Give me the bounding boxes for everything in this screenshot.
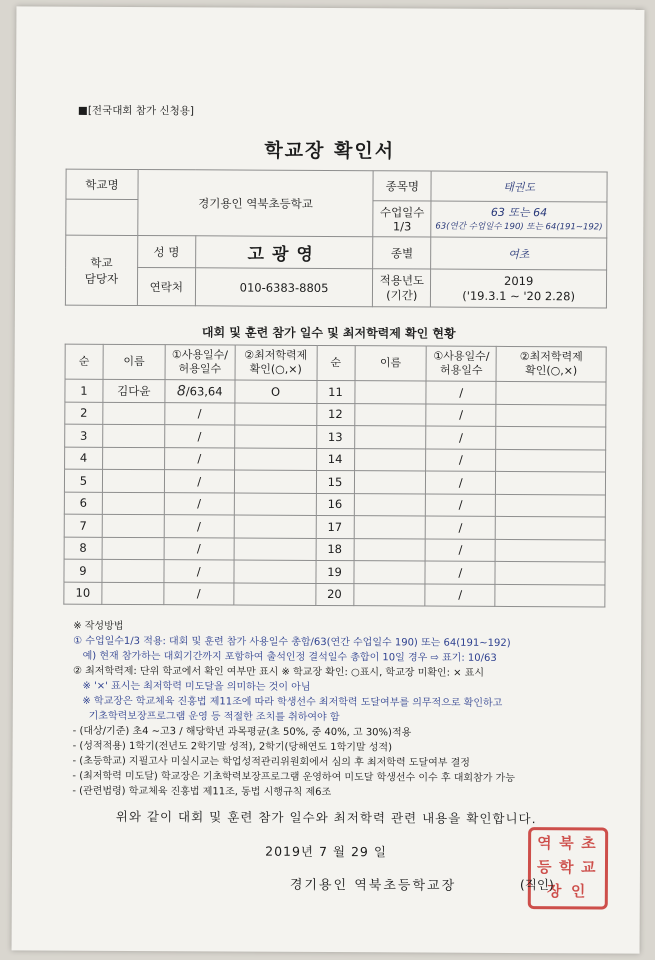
allowed-days: / <box>197 406 202 421</box>
row-name-left <box>102 537 164 560</box>
seal-char: 장 <box>546 882 562 901</box>
note-line: - (대상/기준) 초4 ~고3 / 해당학년 과목평균(초 50%, 중 40%, 고 30%)적용 <box>72 725 412 739</box>
row-name-right <box>354 538 426 561</box>
row-days-left <box>164 537 234 560</box>
row-no-left: 9 <box>64 559 102 582</box>
row-check-right <box>495 539 605 562</box>
gender-label: 종별 <box>373 237 431 269</box>
col-days-left-1: ①사용일수/ <box>171 348 228 362</box>
days-value <box>431 201 607 238</box>
row-check-left <box>234 515 316 538</box>
table-row <box>65 424 606 449</box>
year-label-1: 적용년도 <box>379 272 425 288</box>
col-academic-right-1: ②최저학력제 <box>519 350 583 364</box>
row-name-left <box>102 514 164 537</box>
row-days-right: / <box>425 584 495 607</box>
row-no-right: 17 <box>316 515 354 538</box>
event-label: 종목명 <box>373 171 431 201</box>
col-days-left <box>165 345 235 380</box>
table-row <box>65 447 606 472</box>
row-days-left <box>164 470 234 493</box>
row-no-left: 7 <box>64 514 102 537</box>
row-no-left: 10 <box>64 582 102 605</box>
row-no-right: 19 <box>316 560 354 583</box>
row-name-right <box>354 426 426 449</box>
seal-char: 역 <box>537 834 552 853</box>
row-days-left <box>164 582 234 605</box>
col-no-right: 순 <box>317 345 355 380</box>
note-line: ※ 작성방법 <box>73 620 124 632</box>
note-line: 예) 현재 참가하는 대회기간까지 포함하여 출석인정 결석일수 총합이 10일 경우 ⇨ 표기: 10/63 <box>73 650 497 664</box>
row-check-left: O <box>235 380 317 403</box>
note-line: - (최저학력 미도달) 학교장은 기초학력보장프로그램 운영하여 미도달 학생선수 이수 후 대회참가 가능 <box>72 770 515 784</box>
allowed-days: / <box>196 564 201 579</box>
row-name-right <box>354 471 426 494</box>
note-line: ① 수업일수1/3 적용: 대회 및 훈련 참가 사용일수 총합/63(연간 수업일수 190) 또는 64(191~192) <box>73 635 511 649</box>
row-no-left: 4 <box>65 447 103 470</box>
document-title: 학교장 확인서 <box>264 139 396 163</box>
contact-label: 연락처 <box>137 267 195 305</box>
seal-char: 등 <box>536 858 552 877</box>
row-name-left <box>103 402 165 425</box>
table-row <box>65 402 606 427</box>
row-check-left <box>234 425 316 448</box>
row-name-right <box>353 583 425 606</box>
col-academic-right-2: 확인(○,×) <box>525 364 578 378</box>
col-no-left: 순 <box>65 344 103 379</box>
row-name-left <box>102 582 164 605</box>
manager-name: 고광영 <box>195 236 373 269</box>
gender-value: 여초 <box>431 237 607 270</box>
event-value: 태권도 <box>431 171 607 202</box>
participants-table <box>63 344 606 608</box>
row-days-right: / <box>426 381 496 404</box>
row-no-right: 16 <box>316 493 354 516</box>
info-table <box>65 169 608 309</box>
col-academic-left-1: ②최저학력제 <box>244 348 308 362</box>
row-check-right <box>496 471 606 494</box>
row-check-left <box>234 538 316 561</box>
allowed-days: / <box>197 429 202 444</box>
note-line: - (관련법령) 학교체육 진흥법 제11조, 동법 시행규칙 제6조 <box>72 785 332 799</box>
confirmation-statement: 위와 같이 대회 및 훈련 참가 일수와 최저학력 관련 내용을 확인합니다. <box>115 808 537 827</box>
note-line: ※ '×' 표시는 최저학력 미도달을 의미하는 것이 아님 <box>72 680 311 693</box>
row-name-left <box>102 492 164 515</box>
note-line: 기초학력보장프로그램 운영 등 적절한 조치를 취하여야 함 <box>72 710 340 724</box>
table-row <box>64 492 605 517</box>
row-days-right: / <box>425 561 495 584</box>
col-days-left-2: 허용일수 <box>178 362 222 376</box>
row-no-right: 13 <box>316 425 354 448</box>
row-name-right <box>354 381 426 404</box>
table-row <box>64 514 605 539</box>
row-days-right: / <box>426 404 496 427</box>
row-no-left: 5 <box>64 469 102 492</box>
row-no-right: 18 <box>316 538 354 561</box>
row-check-right <box>496 426 606 449</box>
row-name-left <box>102 469 164 492</box>
allowed-days: / <box>197 496 202 511</box>
row-name-left <box>103 424 165 447</box>
col-academic-left <box>235 345 317 380</box>
row-check-left <box>234 470 316 493</box>
row-days-right: / <box>426 516 496 539</box>
school-label: 학교명 <box>66 169 138 199</box>
row-days-right: / <box>426 494 496 517</box>
row-name-right <box>354 448 426 471</box>
row-no-right: 20 <box>315 583 353 606</box>
row-no-right: 14 <box>316 448 354 471</box>
row-no-left: 2 <box>65 402 103 425</box>
school-value: 경기용인 역북초등학교 <box>138 170 374 237</box>
school-label-spacer <box>66 199 138 235</box>
row-no-left: 8 <box>64 537 102 560</box>
confirmation-date: 2019년 7 월 29 일 <box>265 843 387 860</box>
col-name-left: 이름 <box>103 344 165 379</box>
row-check-left <box>234 493 316 516</box>
table-row <box>64 559 605 584</box>
row-days-right: / <box>425 539 495 562</box>
section-subtitle: 대회 및 훈련 참가 일수 및 최저학력제 확인 현황 <box>201 325 456 341</box>
row-name-left <box>102 559 164 582</box>
row-no-right: 11 <box>316 380 354 403</box>
col-academic-right <box>496 346 606 382</box>
table-row <box>64 582 605 607</box>
row-no-left: 3 <box>65 424 103 447</box>
row-days-left <box>164 425 234 448</box>
row-check-left <box>234 448 316 471</box>
row-days-left <box>164 447 234 470</box>
note-line: - (초등학교) 지필고사 미실시교는 학업성적관리위원회에서 심의 후 최저학력 도달여부 결정 <box>72 755 471 769</box>
allowed-days: /63,64 <box>185 384 223 399</box>
seal-char: 인 <box>570 882 586 901</box>
instructions-notes <box>72 619 613 802</box>
row-check-right <box>496 404 606 427</box>
manager-label-1: 학교 <box>90 255 113 270</box>
days-value-2: 63(연간 수업일수 190) 또는 64(191~192) <box>435 221 603 232</box>
row-check-right <box>496 449 606 472</box>
row-days-left <box>164 560 234 583</box>
col-name-right: 이름 <box>355 346 427 381</box>
row-check-right <box>496 381 606 404</box>
table-row <box>65 379 606 404</box>
year-label <box>373 269 431 307</box>
year-label-2: (기간) <box>386 287 418 302</box>
year-value-1: 2019 <box>503 273 534 288</box>
row-no-right: 12 <box>316 403 354 426</box>
row-no-left: 1 <box>65 379 103 402</box>
row-no-right: 15 <box>316 470 354 493</box>
days-label-2: 1/3 <box>392 218 412 233</box>
seal-char: 교 <box>580 858 596 877</box>
allowed-days: / <box>197 474 202 489</box>
note-line: ※ 학교장은 학교체육 진흥법 제11조에 따라 학생선수 최저학력 도달여부를 의무적으로 확인하고 <box>72 695 503 709</box>
row-name-right <box>354 493 426 516</box>
days-value-1: 63 또는 64 <box>490 205 548 219</box>
col-academic-left-2: 확인(○,×) <box>249 362 302 376</box>
year-value-2: ('19.3.1 ~ '20 2.28) <box>462 288 575 303</box>
col-days-right <box>426 346 496 381</box>
row-check-left <box>234 583 316 606</box>
row-check-right <box>495 494 605 517</box>
official-seal <box>528 827 608 909</box>
table-row <box>64 469 605 494</box>
row-name-right <box>353 561 425 584</box>
row-days-right: / <box>426 449 496 472</box>
row-check-right <box>495 516 605 539</box>
participants-body <box>64 344 606 607</box>
allowed-days: / <box>197 451 202 466</box>
seal-char: 북 <box>559 834 574 853</box>
row-days-right: / <box>426 426 496 449</box>
contact-value: 010-6383-8805 <box>195 268 373 307</box>
header-row <box>65 344 606 382</box>
col-days-right-1: ①사용일수/ <box>433 349 490 363</box>
seal-char: 학 <box>558 858 574 877</box>
row-check-right <box>495 584 605 607</box>
row-days-left <box>165 402 235 425</box>
row-days-left <box>164 515 234 538</box>
col-days-right-2: 허용일수 <box>440 363 483 377</box>
row-days-left <box>164 492 234 515</box>
principal-name: 경기용인 역북초등학교장 <box>289 877 457 894</box>
allowed-days: / <box>197 519 201 534</box>
table-row <box>64 537 605 562</box>
row-name-left <box>102 447 164 470</box>
row-name-right <box>354 516 426 539</box>
row-no-left: 6 <box>64 492 102 515</box>
document-page <box>12 6 645 953</box>
note-line: - (성적적용) 1학기(전년도 2학기말 성적), 2학기(당해연도 1학기말 성적) <box>72 740 393 754</box>
row-name-right <box>354 403 426 426</box>
used-days: 8 <box>176 382 186 400</box>
name-label: 성 명 <box>137 235 195 267</box>
allowed-days: / <box>196 541 201 556</box>
manager-label-2: 담당자 <box>84 271 119 286</box>
row-check-left <box>234 560 316 583</box>
days-label <box>373 201 431 237</box>
category-label: ■[전국대회 참가 신청용] <box>77 104 195 118</box>
seal-char: 초 <box>581 834 596 853</box>
days-label-1: 수업일수 <box>379 204 425 220</box>
manager-label <box>65 235 137 305</box>
note-line: ② 최저학력제: 단위 학교에서 확인 여부만 표시 ※ 학교장 확인: ○표시, 학교장 미확인: × 표시 <box>72 665 485 679</box>
row-days-right: / <box>426 471 496 494</box>
row-check-left <box>235 403 317 426</box>
row-days-left <box>165 380 235 403</box>
year-value <box>431 269 607 308</box>
allowed-days: / <box>196 586 201 601</box>
seal-label: (직인) <box>519 877 554 893</box>
row-name-left: 김다윤 <box>103 379 165 402</box>
row-check-right <box>495 561 605 584</box>
